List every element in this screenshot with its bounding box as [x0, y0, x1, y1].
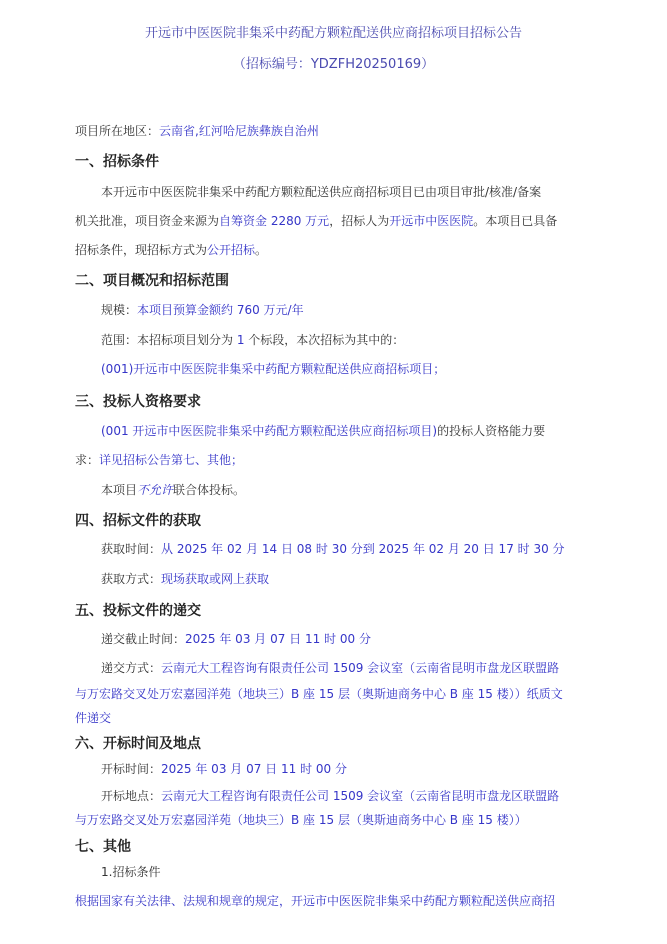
fund-source: 自筹资金 2280 万元: [219, 214, 330, 228]
obtain-time-value: 从 2025 年 02 月 14 日 08 时 30 分到 2025 年 02 月 20 日 17 时 30 分: [161, 542, 565, 556]
section-heading-1: 一、招标条件: [75, 154, 159, 170]
open-time-value: 2025 年 03 月 07 日 11 时 00 分: [161, 762, 347, 776]
section-heading-3: 三、投标人资格要求: [75, 394, 201, 410]
s2-lot: (001)开远市中医医院非集采中药配方颗粒配送供应商招标项目；: [101, 362, 446, 376]
section-heading-4: 四、招标文件的获取: [75, 513, 201, 529]
s6-place-1: [101, 788, 559, 804]
s2-scale: [101, 302, 304, 318]
submit-method-label: 递交方式：: [101, 661, 162, 675]
s7-text: 根据国家有关法律、法规和规章的规定，开远市中医医院非集采中药配方颗粒配送供应商招: [75, 894, 556, 908]
section-heading-5: 五、投标文件的递交: [75, 603, 201, 619]
tender-method: 公开招标: [207, 243, 256, 257]
s1-l3-end: 。: [255, 243, 268, 257]
s5-deadline: [101, 631, 371, 647]
deadline-label: 递交截止时间：: [101, 632, 186, 646]
s5-method-1: [101, 660, 559, 676]
s2-range: [101, 332, 404, 348]
s5-method-2: 与万宏路交叉处万宏嘉园洋苑（地块三）B 座 15 层（奥斯迪商务中心 B 座 15 楼））纸质文: [75, 687, 563, 701]
s1-line-1: 本开远市中医医院非集采中药配方颗粒配送供应商招标项目已由项目审批/核准/备案: [101, 185, 542, 199]
s1-l3-text: 招标条件，现招标方式为: [75, 243, 208, 257]
lot-reference: (001 开远市中医医院非集采中药配方颗粒配送供应商招标项目): [101, 424, 438, 438]
tender-code: （招标编号：YDZFH20250169）: [232, 57, 435, 72]
open-place-value: 云南元大工程咨询有限责任公司 1509 会议室（云南省昆明市盘龙区联盟路: [161, 789, 560, 803]
tenderer-name: 开远市中医医院: [389, 214, 474, 228]
section-heading-7: 七、其他: [75, 839, 131, 855]
s3-line-1: [101, 423, 545, 439]
project-location: [75, 123, 319, 139]
s1-l2-text3: 。本项目已具备: [473, 214, 558, 228]
range-text2: 个标段，本次招标为其中的：: [244, 333, 405, 347]
s3-l1-text: 的投标人资格能力要: [437, 424, 546, 438]
s3-line-3: [101, 482, 245, 498]
obtain-method-label: 获取方式：: [101, 572, 162, 586]
s1-l2-text2: ，招标人为: [329, 214, 390, 228]
location-value: 云南省,红河哈尼族彝族自治州: [159, 124, 319, 138]
s3-l3-end: 联合体投标。: [173, 483, 246, 497]
open-place-label: 开标地点：: [101, 789, 162, 803]
section-heading-6: 六、开标时间及地点: [75, 736, 201, 752]
range-text: 范围：本招标项目划分为: [101, 333, 237, 347]
s1-line-3: [75, 242, 267, 258]
scale-value: 本项目预算金额约 760 万元/年: [137, 303, 304, 317]
qualification-ref: 详见招标公告第七、其他；: [99, 453, 244, 467]
lot-count: 1: [236, 333, 245, 347]
s3-l2-text: 求：: [75, 453, 100, 467]
s1-line-2: [75, 213, 557, 229]
obtain-time-label: 获取时间：: [101, 542, 162, 556]
s1-l2-text: 机关批准，项目资金来源为: [75, 214, 220, 228]
deadline-value: 2025 年 03 月 07 日 11 时 00 分: [185, 632, 371, 646]
consortium-status: 不允许: [137, 483, 174, 497]
s3-line-2: [75, 452, 243, 468]
submit-method-value: 云南元大工程咨询有限责任公司 1509 会议室（云南省昆明市盘龙区联盟路: [161, 661, 560, 675]
s4-method: [101, 571, 269, 587]
section-heading-2: 二、项目概况和招标范围: [75, 273, 229, 289]
s6-time: [101, 761, 347, 777]
open-time-label: 开标时间：: [101, 762, 162, 776]
location-label: 项目所在地区：: [75, 124, 160, 138]
scale-label: 规模：: [101, 303, 138, 317]
s6-place-2: 与万宏路交叉处万宏嘉园洋苑（地块三）B 座 15 层（奥斯迪商务中心 B 座 15 楼））: [75, 813, 527, 827]
s7-subheading: 1.招标条件: [101, 865, 161, 879]
s5-method-3: 件递交: [75, 711, 112, 725]
s4-time: [101, 541, 565, 557]
obtain-method-value: 现场获取或网上获取: [161, 572, 270, 586]
notice-title: 开远市中医医院非集采中药配方颗粒配送供应商招标项目招标公告: [144, 26, 522, 41]
s3-l3-text: 本项目: [101, 483, 138, 497]
